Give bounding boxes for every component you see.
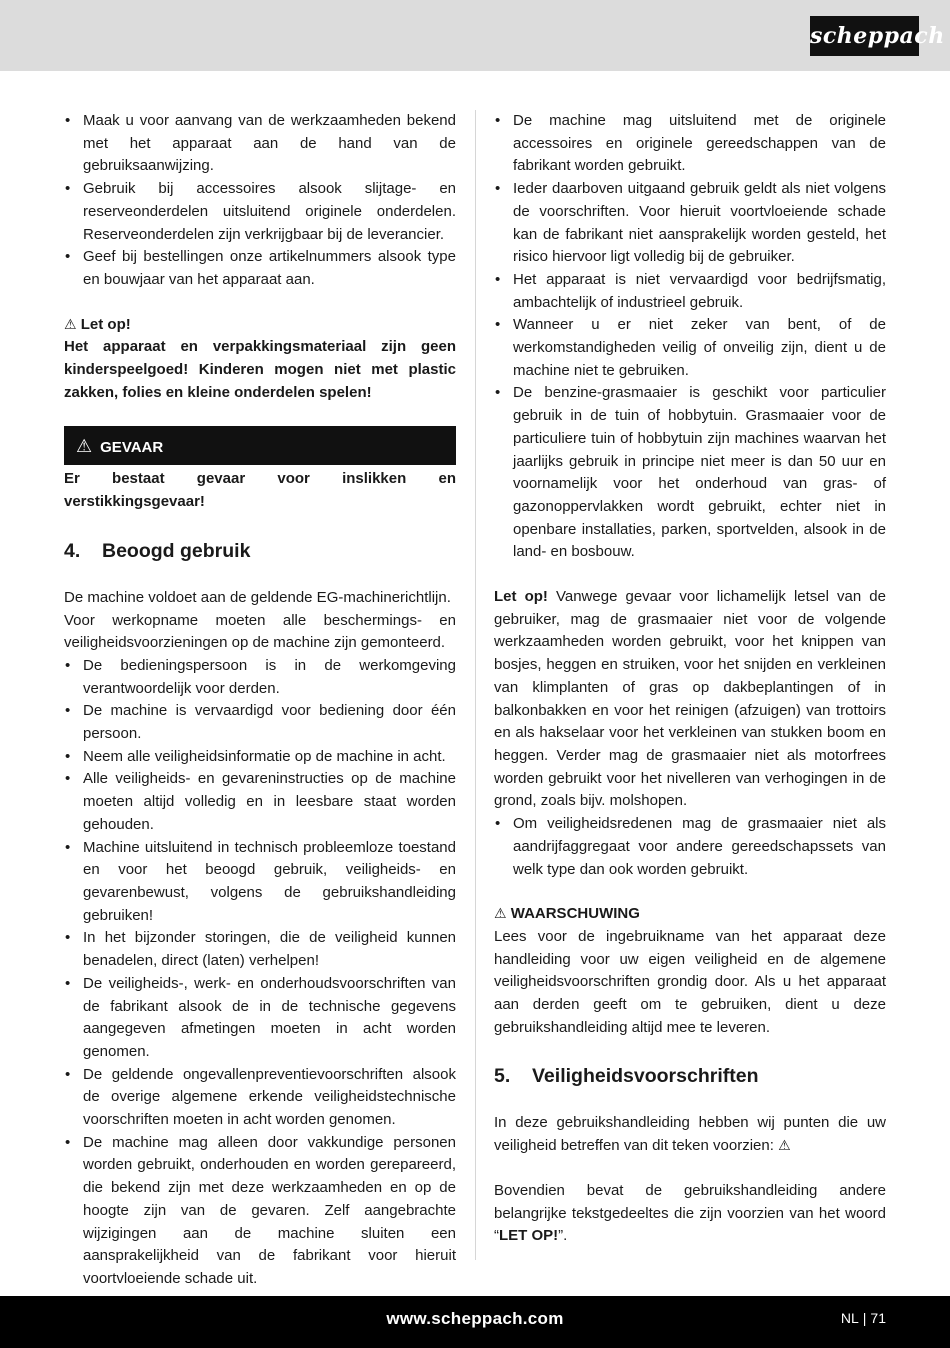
- list-item: • De machine mag alleen door vakkundige personen worden gebruikt, onderhouden en worden gerepareerd, die bekend zijn met deze werkzaamheden en op de hoogte zijn van de gevaren. Zelf aangebrachte wijzigingen aan de machine sluiten een aansprakelijkheid van de fabrikant voor hieruit voortvloeiende schade uit.: [64, 1132, 456, 1291]
- letop-label: Let op!: [494, 588, 548, 606]
- section-number: 5.: [494, 1065, 511, 1088]
- paragraph: [494, 1180, 886, 1248]
- language-code: NL: [840, 1310, 859, 1326]
- letop-bullet-list: [494, 813, 886, 881]
- page-value: 71: [870, 1310, 886, 1326]
- separator: |: [862, 1310, 867, 1326]
- list-item: • De bedieningspersoon is in de werkomgeving verantwoordelijk voor derden.: [64, 655, 456, 700]
- warning-triangle-icon: ⚠: [494, 906, 507, 923]
- section-4-heading: [64, 537, 456, 565]
- paragraph-text: In deze gebruikshandleiding hebben wij punten die uw veiligheid betreffen van dit teken voorzien:: [494, 1114, 886, 1155]
- list-item: • Wanneer u er niet zeker van bent, of de werkomstandigheden veilig of onveilig zijn, dient u de machine niet te gebruiken.: [494, 314, 886, 382]
- list-item: • Ieder daarboven uitgaand gebruik geldt als niet volgens de voorschriften. Voor hieruit voortvloeiende schade kan de fabrikant niet aansprakelijk worden gesteld, het risico hiervoor ligt volledig bij de gebruiker.: [494, 178, 886, 269]
- paragraph: [494, 1112, 886, 1157]
- list-item: • Machine uitsluitend in technisch probleemloze toestand en voor het beoogd gebruik, veiligheids- en gevarenbewust, volgens de gebruikshandleiding gebruiken!: [64, 837, 456, 928]
- paragraph: Voor werkopname moeten alle beschermings- en veiligheidsvoorzieningen op de machine zijn gemonteerd.: [64, 611, 456, 652]
- section-5-heading: [494, 1062, 886, 1090]
- paragraph-text: Bovendien bevat de gebruikshandleiding andere belangrijke tekstgedeeltes die zijn voorzien van het woord: [494, 1181, 886, 1222]
- list-item: • De benzine-grasmaaier is geschikt voor particulier gebruik in de tuin of hobbytuin. Grasmaaier voor de particuliere tuin of hobbytuin zijn machines waarvan het jaarlijks gebruik in principe niet meer is dan 50 uur en voornamelijk voor het onderhoud van gras- of gazonoppervlakken wordt gebruikt, echter niet in openbare installaties, parken, sportvelden, alsook in de land- en bosbouw.: [494, 382, 886, 564]
- warning-triangle-icon: ⚠: [778, 1138, 791, 1155]
- section-title: Beoogd gebruik: [102, 539, 251, 562]
- list-item: • Om veiligheidsredenen mag de grasmaaier niet als aandrijfaggregaat voor andere gereedschapssets van welk type dan ook worden gebruikt.: [494, 813, 886, 881]
- left-column: [64, 110, 456, 1291]
- warning-text: Lees voor de ingebruikname van het apparaat deze handleiding voor uw eigen veiligheid en de algemene veiligheidsvoorschriften grondig door. Als u het apparaat aan derden geeft om te gebruiken, dient u deze gebruikshandleiding altijd mee te leveren.: [494, 927, 886, 1036]
- section-number: 4.: [64, 539, 81, 562]
- intro-bullet-list: [64, 110, 456, 292]
- usage-bullet-list: [494, 110, 886, 564]
- keyword: LET OP!: [499, 1227, 559, 1245]
- list-item: • Alle veiligheids- en gevareninstructies op de machine moeten altijd volledig en in leesbare staat worden gehouden.: [64, 768, 456, 836]
- danger-label: GEVAAR: [100, 439, 164, 457]
- list-item: • De machine is vervaardigd voor bediening door één persoon.: [64, 700, 456, 745]
- caution-heading: [64, 314, 456, 337]
- list-item: • De veiligheids-, werk- en onderhoudsvoorschriften van de fabrikant alsook de in de technische gegevens aangegeven afmetingen moeten in acht worden genomen.: [64, 973, 456, 1064]
- danger-text: Er bestaat gevaar voor inslikken en verstikkingsgevaar!: [64, 470, 456, 511]
- page-number: [841, 1310, 886, 1326]
- letop-text: Vanwege gevaar voor lichamelijk letsel van de gebruiker, mag de grasmaaier niet voor de volgende werkzaamheden worden gebruikt, voor het knippen van bosjes, heggen en struiken, voor het snijden en verkleinen van klimplanten of gras op dakbeplantingen of in balkonbakken en voor het reinigen (afzuigen) van trottoirs en als hakselaar voor het verkleinen van stukken boom en heggen. Verder mag de grasmaaier niet als motorfrees worden gebruikt voor het nivelleren van verhogingen in de grond, zoals bijv. molshopen.: [494, 588, 886, 810]
- danger-banner: [64, 426, 456, 465]
- letop-paragraph: [494, 586, 886, 813]
- list-item: • De machine mag uitsluitend met de originele accessoires en originele gereedschappen van de fabrikant worden gebruikt.: [494, 110, 886, 178]
- caution-title: Let op!: [80, 315, 131, 333]
- caution-text: Het apparaat en verpakkingsmateriaal zijn geen kinderspeelgoed! Kinderen mogen niet met plastic zakken, folies en kleine onderdelen spelen!: [64, 338, 456, 401]
- list-item: • De geldende ongevallenpreventievoorschriften alsook de overige algemene erkende veiligheidstechnische voorschriften moeten in acht worden genomen.: [64, 1064, 456, 1132]
- list-item: • Het apparaat is niet vervaardigd voor bedrijfsmatig, ambachtelijk of industrieel gebruik.: [494, 269, 886, 314]
- list-item: • In het bijzonder storingen, die de veiligheid kunnen benadelen, direct (laten) verhelpen!: [64, 927, 456, 972]
- warning-triangle-icon: ⚠: [76, 436, 93, 458]
- section-4-bullet-list: [64, 655, 456, 1291]
- warning-title: WAARSCHUWING: [510, 905, 640, 923]
- quote-mark: “: [494, 1227, 499, 1245]
- warning-heading: [494, 903, 886, 926]
- warning-triangle-icon: ⚠: [64, 316, 77, 333]
- quote-mark: ”.: [558, 1227, 568, 1245]
- right-column: [494, 110, 886, 1248]
- list-item: • Gebruik bij accessoires alsook slijtage- en reserveonderdelen uitsluitend originele onderdelen. Reserveonderdelen zijn verkrijgbaar bij de leverancier.: [64, 178, 456, 246]
- list-item: • Geef bij bestellingen onze artikelnummers alsook type en bouwjaar van het apparaat aan.: [64, 246, 456, 291]
- list-item: • Neem alle veiligheidsinformatie op de machine in acht.: [64, 746, 456, 769]
- paragraph: De machine voldoet aan de geldende EG-machinerichtlijn.: [64, 588, 451, 606]
- scheppach-logo: scheppach: [810, 16, 919, 56]
- section-title: Veiligheidsvoorschriften: [532, 1065, 759, 1088]
- list-item: • Maak u voor aanvang van de werkzaamheden bekend met het apparaat aan de hand van de gebruiksaanwijzing.: [64, 110, 456, 178]
- column-divider: [475, 110, 476, 1260]
- footer-url[interactable]: www.scheppach.com: [386, 1309, 564, 1328]
- header-band: [0, 0, 950, 71]
